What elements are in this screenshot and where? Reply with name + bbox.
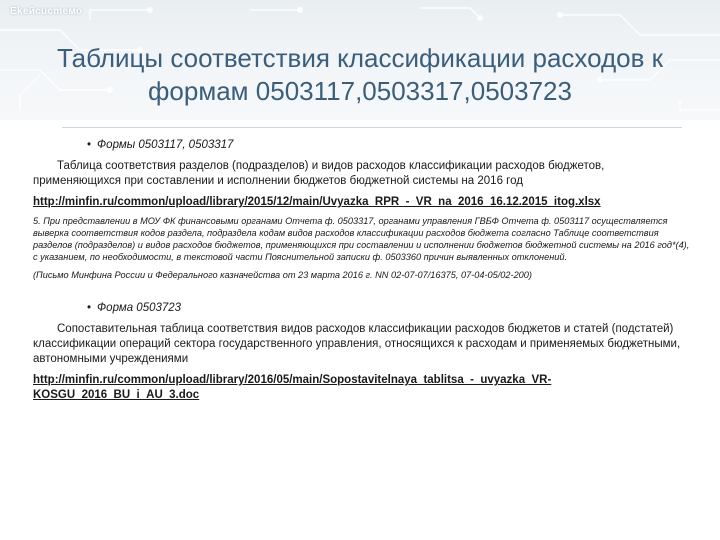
bullet-dot-icon: •: [87, 139, 92, 151]
bullet-text: Формы 0503117, 0503317: [97, 139, 234, 151]
note-paragraph: 5. При представлении в МОУ ФК финансовыми органами Отчета ф. 0503317, органами управления ГВБФ Отчета ф. 0503117 осуществляется выверка соответствия кодов раздела, подраздела кодам видов расходов классификации расходов бюджета согласно Таблице соответствия разделов (подразделов) и видов расходов бюджетов, применяющихся при составлении и исполнении бюджетов бюджетной системы на 2016 год*(4), с указанием, по необходимости, в текстовой части Пояснительной записки ф. 0503360 причин выявленных отклонений.: [33, 216, 690, 262]
link-vr-kosgu[interactable]: http://minfin.ru/common/upload/library/2016/05/main/Sopostavitelnaya_tablitsa_-_uvyazka_VR-KOSGU_2016_BU_i_AU_3.doc: [33, 374, 552, 401]
bullet-dot-icon: •: [87, 302, 92, 314]
slide-content: [33, 138, 691, 408]
paragraph-table-sections: Таблица соответствия разделов (подразделов) и видов расходов классификации расходов бюджетов, применяющихся при составлении и исполнении бюджетов бюджетной системы на 2016 год: [33, 160, 605, 187]
title-divider: [62, 127, 682, 128]
bullet-form-723: [33, 301, 691, 316]
logo: Ekeйcucmeмo: [10, 6, 83, 17]
header-band: [0, 0, 720, 120]
bullet-text: Форма 0503723: [97, 302, 182, 314]
source-reference: (Письмо Минфина России и Федерального казначейства от 23 марта 2016 г. NN 02-07-07/16375, 07-04-05/02-200): [33, 270, 532, 280]
paragraph-comparison-table: Сопоставительная таблица соответствия видов расходов классификации расходов бюджетов и статей (подстатей) классификации операций сектора государственного управления, относящихся к расходам и применяемых бюджетными, автономными учреждениями: [33, 323, 681, 365]
link-uvyazka-rpr-vr[interactable]: http://minfin.ru/common/upload/library/2015/12/main/Uvyazka_RPR_-_VR_na_2016_16.12.2015_itog.xlsx: [33, 196, 601, 208]
bullet-forms-117-317: [33, 138, 691, 153]
slide-title: Таблицы соответствия классификации расходов к формам 0503117,0503317,0503723: [56, 43, 664, 106]
